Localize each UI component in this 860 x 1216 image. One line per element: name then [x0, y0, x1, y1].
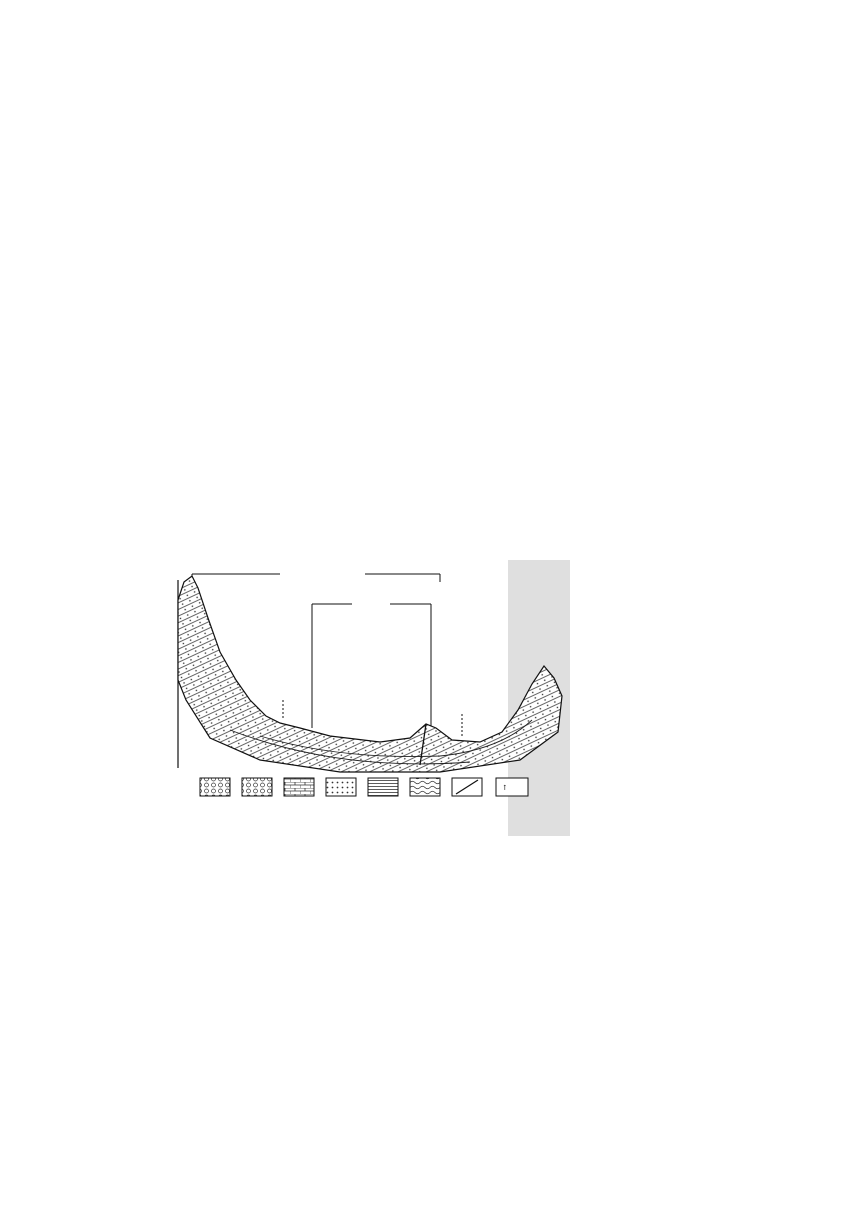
legend-swatch-shale	[368, 778, 398, 796]
figure-1	[140, 560, 570, 836]
legend	[200, 778, 528, 796]
spring-icon: ↑	[502, 784, 508, 792]
legend-swatch-conglomerate-sand	[200, 778, 230, 796]
zone-inner-label-bg	[352, 599, 390, 610]
legend-swatch-conglomerate	[242, 778, 272, 796]
legend-swatch-metamorphic	[410, 778, 440, 796]
legend-swatch-sandstone	[326, 778, 356, 796]
zone-inner-bracket	[312, 604, 431, 728]
legend-swatch-spring	[496, 778, 528, 796]
legend-swatch-limestone	[284, 778, 314, 796]
zone-outer-label-bg	[280, 569, 365, 580]
